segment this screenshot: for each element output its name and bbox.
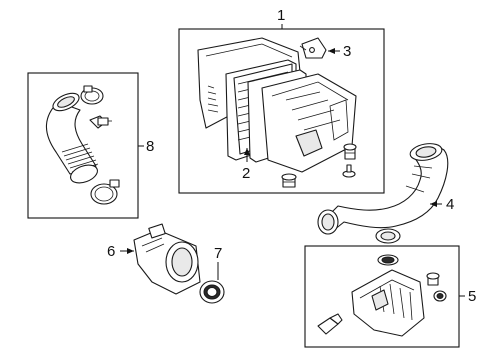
callout-2: 2: [242, 165, 251, 182]
resonator-grommet: [434, 291, 446, 301]
callout-5: 5: [468, 288, 477, 305]
callout-3: 3: [343, 43, 352, 60]
clip: [344, 144, 356, 159]
seal-ring: [200, 281, 224, 303]
air-cleaner-housing: [198, 38, 356, 172]
callout-6: 6: [107, 243, 116, 260]
resonator: [352, 270, 424, 336]
outlet-duct: [318, 141, 448, 243]
callout-4: 4: [446, 196, 455, 213]
lower-hose-clamp: [91, 180, 119, 204]
bracket-part: [300, 38, 326, 58]
resonator-connector: [427, 273, 439, 285]
air-flow-adapter: [134, 224, 200, 294]
callout-1: 1: [277, 7, 286, 24]
upper-hose-clamp: [81, 86, 103, 104]
callout-8: 8: [146, 138, 155, 155]
resonator-seal: [378, 255, 398, 265]
grommet: [282, 174, 296, 187]
push-pin: [343, 165, 355, 177]
resonator-clip: [318, 314, 342, 334]
sensor-plug: [90, 116, 112, 128]
callout-7: 7: [214, 245, 223, 262]
